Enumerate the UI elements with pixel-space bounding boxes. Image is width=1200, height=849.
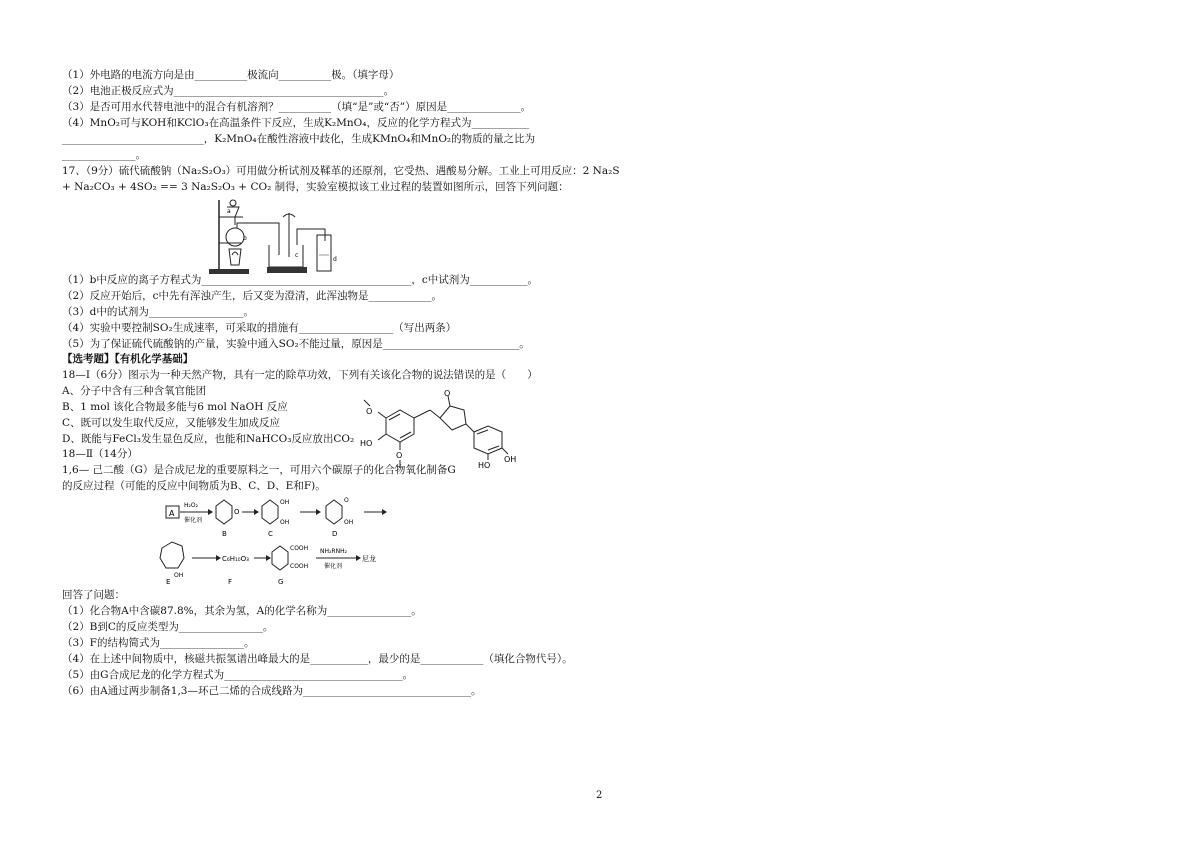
scheme-label-c: C: [268, 530, 273, 538]
reagent-catalyst-2: 催化剂: [324, 563, 343, 570]
reagent-catalyst-1: 催化剂: [184, 517, 203, 524]
scheme-label-f: F: [228, 578, 233, 586]
scheme-label-a: A: [169, 509, 175, 518]
q18-2-6: （6）由A通过两步制备1,3—环己二烯的合成线路为________________________________。: [62, 685, 482, 697]
d-carbonyl-o: O: [344, 497, 349, 504]
q18-2-5: （5）由G合成尼龙的化学方程式为__________________________________。: [62, 669, 414, 681]
q17-3: （3）d中的试剂为__________________。: [62, 306, 254, 318]
label-a: a: [227, 208, 231, 215]
carbonyl-o: O: [444, 389, 451, 398]
scheme-label-e: E: [166, 578, 171, 586]
page-number: 2: [596, 790, 603, 801]
c-hydroxyl-1: OH: [280, 499, 290, 506]
option-b: B、1 mol 该化合物最多能与6 mol NaOH 反应: [62, 401, 288, 413]
f-formula: C₆H₁₀O₃: [222, 555, 249, 563]
reaction-scheme: [150, 494, 400, 586]
g-carboxyl-2: COOH: [290, 563, 309, 570]
g-carboxyl-1: COOH: [290, 545, 309, 552]
q17-stem: 17、（9分）硫代硫酸钠（Na₂S₂O₃）可用做分析试剂及鞣革的还原剂，它受热、遇酸易分解。工业上可用反应：2 Na₂S: [62, 165, 620, 177]
b-oxygen: O: [234, 508, 240, 516]
label-c: c: [295, 252, 299, 259]
q18-2-2: （2）B到C的反应类型为________________。: [62, 621, 274, 633]
q17-2: （2）反应开始后，c中先有浑浊产生，后又变为澄清，此浑浊物是____________。: [62, 290, 443, 302]
scheme-label-g: G: [278, 578, 284, 586]
q17-stem-cont: + Na₂CO₃ + 4SO₂ == 3 Na₂S₂O₃ + CO₂ 制得，实验室模拟该工业过程的装置如图所示，回答下列问题：: [62, 181, 569, 193]
q17-4: （4）实验中要控制SO₂生成速率，可采取的措施有__________________（写出两条）: [62, 322, 457, 334]
q16-4: （4）MnO₂可与KOH和KClO₃在高温条件下反应，生成K₂MnO₄，反应的化学方程式为___________: [62, 117, 530, 129]
e-hydroxyl: OH: [174, 572, 184, 579]
c-hydroxyl-2: OH: [280, 519, 290, 526]
scheme-label-b: B: [222, 530, 227, 538]
q16-2: （2）电池正极反应式为________________________________________。: [62, 85, 395, 97]
q16-3: （3）是否可用水代替电池中的混合有机溶剂？__________（填“是”或“否”）原因是______________。: [62, 101, 532, 113]
left-hydroxyl: HO: [360, 439, 373, 448]
label-b: b: [243, 235, 247, 242]
product-nylon: 尼龙: [362, 555, 376, 563]
methoxy-bottom-o: O: [396, 451, 403, 460]
right-hydroxyl-1: HO: [478, 461, 491, 470]
q18-2-stem: 1,6— 己二酸（G）是合成尼龙的重要原料之一，可用六个碳原子的化合物氧化制备G: [62, 464, 456, 476]
methoxy-top-o: O: [366, 407, 373, 416]
q16-4-cont: ___________________________，K₂MnO₄在酸性溶液中歧化，生成KMnO₄和MnO₂的物质的量之比为: [62, 133, 536, 145]
scheme-label-d: D: [332, 530, 338, 538]
q18-2-3: （3）F的结构简式为________________。: [62, 637, 255, 649]
reagent-h2o2: H₂O₂: [184, 502, 199, 509]
option-a: A、分子中含有三种含氧官能团: [62, 385, 207, 397]
q18-2-stem-cont: 的反应过程（可能的反应中间物质为B、C、D、E和F)。: [62, 480, 326, 492]
q17-5: （5）为了保证硫代硫酸钠的产量，实验中通入SO₂不能过量，原因是__________________________。: [62, 338, 530, 350]
right-hydroxyl-2: OH: [504, 455, 517, 464]
experiment-apparatus-figure: [205, 195, 345, 277]
q18-2-answer-intro: 回答了问题：: [62, 589, 125, 601]
q16-1: （1）外电路的电流方向是由__________极流向__________极。（填字母）: [62, 69, 400, 81]
reagent-diamine: NH₂RNH₂: [320, 548, 347, 555]
d-hydroxyl: OH: [344, 519, 354, 526]
q18-1-stem: 18—Ⅰ（6分）图示为一种天然产物，具有一定的除草功效，下列有关该化合物的说法错误的是（ ）: [62, 369, 538, 381]
q16-4-blank: ______________。: [62, 149, 146, 161]
option-c: C、既可以发生取代反应，又能够发生加成反应: [62, 417, 281, 429]
elective-heading: 【选考题】【有机化学基础】: [62, 353, 194, 365]
option-d: D、既能与FeCl₃发生显色反应，也能和NaHCO₃反应放出CO₂: [62, 433, 355, 445]
natural-product-structure: [356, 388, 528, 472]
label-d: d: [333, 256, 337, 263]
q18-2-4: （4）在上述中间物质中，核磁共振氢谱出峰最大的是___________，最少的是____________（填化合物代号）。: [62, 653, 573, 665]
q18-2-header: 18—Ⅱ（14分）: [62, 448, 138, 460]
q17-1: （1）b中反应的离子方程式为________________________________________，c中试剂为___________。: [62, 274, 539, 286]
q18-2-1: （1）化合物A中含碳87.8%，其余为氢，A的化学名称为________________。: [62, 605, 422, 617]
